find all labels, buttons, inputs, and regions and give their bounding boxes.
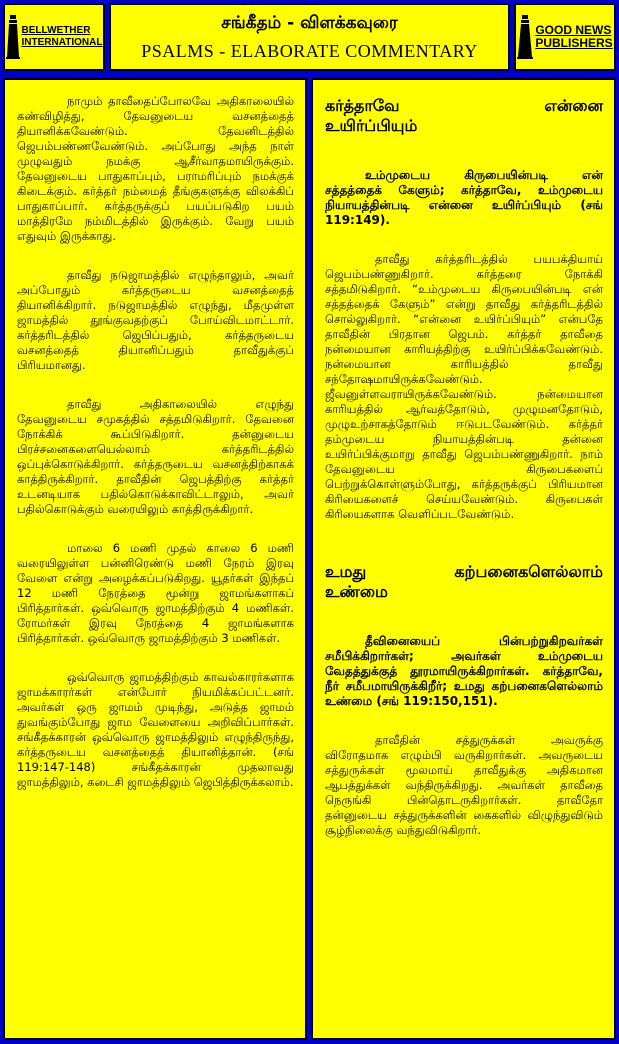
paragraph: தாவீதின் சத்துருக்கள் அவருக்கு விரோதமாக எழும்பி வருகிறார்கள். அவருடைய சத்துருக்கள் மூலமாய் தாவீதுக்கு அதிகமான ஆபத்துக்கள் வந்திருக்கிறது. அவர்கள் தாவீதை நெருங்கி பின்தொடருகிறார்கள். தாவீதோ தன்னுடைய சத்துருக்களின் கைகளில் விழுந்துவிடும் சூழ்நிலைக்கு வந்துவிடுகிறார். <box>325 733 603 837</box>
paragraph: தாவீது நடுஜாமத்தில் எழுந்தாலும், அவர் அப்போதும் கர்த்தருடைய வசனத்தைத் தியானிக்கிறார். நடுஜாமத்தில் எழுந்து, மீதமுள்ள ஜாமத்தில் தூங்குவதற்குப் போய்விடமாட்டார். கர்த்தரிடத்தில் ஜெபிப்பதும், கர்த்தருடைய வசனத்தைத் தியானிப்பதும் தாவீதுக்குப் பிரியமானது. <box>17 268 294 372</box>
left-column <box>3 78 307 1040</box>
right-column <box>311 78 616 1040</box>
section-heading: உமது கற்பனைகளெல்லாம் <box>325 562 603 581</box>
scripture-verse: உம்முடைய கிருபையின்படி என் சத்தத்தைக் கேளும்; கர்த்தாவே, உம்முடைய நியாயத்தின்படி என்னை உயிர்ப்பியும் (சங் 119:149). <box>325 168 603 227</box>
section-heading: கர்த்தாவே என்னை <box>325 96 603 115</box>
section-heading: உண்மை <box>325 582 388 601</box>
logo-left-line2: INTERNATIONAL <box>21 37 103 48</box>
paragraph: தாவீது அதிகாலையில் எழுந்து தேவனுடைய சமுகத்தில் சத்தமிடுகிறார். தேவனை நோக்கிக் கூப்பிடுகிறார். தன்னுடைய பிரச்சனைகளையெல்லாம் கர்த்தரிடத்தில் ஒப்புக்கொடுக்கிறார். கர்த்தருடைய வசனத்திற்காகக் காத்திருக்கிறார். தாவீதின் ஜெபத்திற்கு கர்த்தர் உடனடியாக பதில்கொடுக்காவிட்டாலும், அவர் பதில்கொடுக்கும் வரையிலும் காத்திருக்கிறார். <box>17 397 294 516</box>
page-title-english: PSALMS - ELABORATE COMMENTARY <box>141 40 478 61</box>
paragraph: நாமும் தாவீதைப்போலவே அதிகாலையில் கண்விழித்து, தேவனுடைய வசனத்தைத் தியானிக்கவேண்டும். தேவனிடத்தில் ஜெபம்பண்ணவேண்டும். அப்போது அந்த நாள் முழுவதும் நமக்கு ஆசீர்வாதமாயிருக்கும். தேவனுடைய பாதுகாப்பும், பராமரிப்பும் நமக்குக் கிடைக்கும். கர்த்தர் நம்மைத் தீங்குகளுக்கு விலக்கிப் பாதுகாப்பார். கர்த்தருக்குப் பயப்படுகிற பயம் மாத்திரமே நம்மிடத்தில் இருக்கும். வேறு பயம் எதுவும் இருக்காது. <box>17 94 294 243</box>
bellwether-logo <box>3 3 105 71</box>
paragraph: தாவீது கர்த்தரிடத்தில் பயபக்தியாய் ஜெபம்பண்ணுகிறார். கர்த்தரை நோக்கி சத்தமிடுகிறார். “உம்முடைய கிருபையின்படி என் சத்தத்தைக் கேளும்” என்று தாவீது கர்த்தரிடத்தில் சொல்லுகிறார். “என்னை உயிர்ப்பியும்” என்பதே தாவீதின் பிரதான ஜெபம். கர்த்தர் தாவீதை நன்மையான காரியத்திற்கு உயிர்ப்பிக்கவேண்டும். நன்மையான காரியத்தில் தாவீது சந்தோஷமாயிருக்கவேண்டும். ஜீவனுள்ளவராயிருக்கவேண்டும். நன்மையான காரியத்தில் ஆர்வத்தோடும், முழுமனதோடும், முழுஉற்சாகத்தோடும் ஈடுபடவேண்டும். கர்த்தர் தம்முடைய நியாயத்தின்படி தன்னை உயிர்ப்பிக்குமாறு தாவீது ஜெபம்பண்ணுகிறார். நாம் தேவனுடைய கிருபைகளைப் பெற்றுக்கொள்ளும்போது, கர்த்தருக்குப் பிரியமான கிரியைகளைச் செய்யவேண்டும். கிருபைகள் கிரியைகளாக வெளிப்படவேண்டும். <box>325 252 603 521</box>
section-heading: உயிர்ப்பியும் <box>325 116 418 135</box>
logo-left-line1: BELLWETHER <box>21 25 91 36</box>
logo-right-line1: GOOD NEWS <box>535 23 612 37</box>
lighthouse-icon <box>6 15 20 59</box>
scripture-verse: தீவினையைப் பின்பற்றுகிறவர்கள் சமீபிக்கிறார்கள்; அவர்கள் உம்முடைய வேதத்துக்குத் தூரமாயிருக்கிறார்கள். கர்த்தாவே, நீர் சமீபமாயிருக்கிறீர்; உமது கற்பனைகளெல்லாம் உண்மை (சங் 119:150,151). <box>325 634 603 708</box>
paragraph: ஒவ்வொரு ஜாமத்திற்கும் காவல்காரர்களாக ஜாமக்காரர்கள் என்போர் நியமிக்கப்பட்டனர். அவர்கள் ஒரு ஜாமம் முடிந்து, அடுத்த ஜாமம் துவங்கும்போது ஜாம வேளையை அறிவிப்பார்கள். சங்கீதக்காரன் ஒவ்வொரு ஜாமத்திலும் எழுந்திருந்து, கர்த்தருடைய வசனத்தைத் தியானித்தான். (சங் 119:147-148) சங்கீதக்காரன் முதலாவது ஜாமத்திலும், கடைசி ஜாமத்திலும் ஜெபித்திருக்கலாம். <box>17 670 294 789</box>
header-title-box <box>109 3 510 71</box>
paragraph: மாலை 6 மணி முதல் காலை 6 மணி வரையிலுள்ள பன்னிரெண்டு மணி நேரம் இரவு வேளை என்று அழைக்கப்படுகிறது. யூதர்கள் இந்தப் 12 மணி நேரத்தை மூன்று ஜாமங்களாகப் பிரித்தார்கள். ஒவ்வொரு ஜாமத்திற்கும் 4 மணிகள். ரோமர்கள் இரவு நேரத்தை 4 ஜாமங்களாக பிரித்தார்கள். ஒவ்வொரு ஜாமத்திற்கும் 3 மணிகள். <box>17 541 294 645</box>
lighthouse-icon <box>517 15 533 59</box>
page-title-tamil: சங்கீதம் - விளக்கவுரை <box>221 12 398 33</box>
logo-right-line2: PUBLISHERS <box>535 36 613 50</box>
good-news-logo <box>514 3 616 71</box>
